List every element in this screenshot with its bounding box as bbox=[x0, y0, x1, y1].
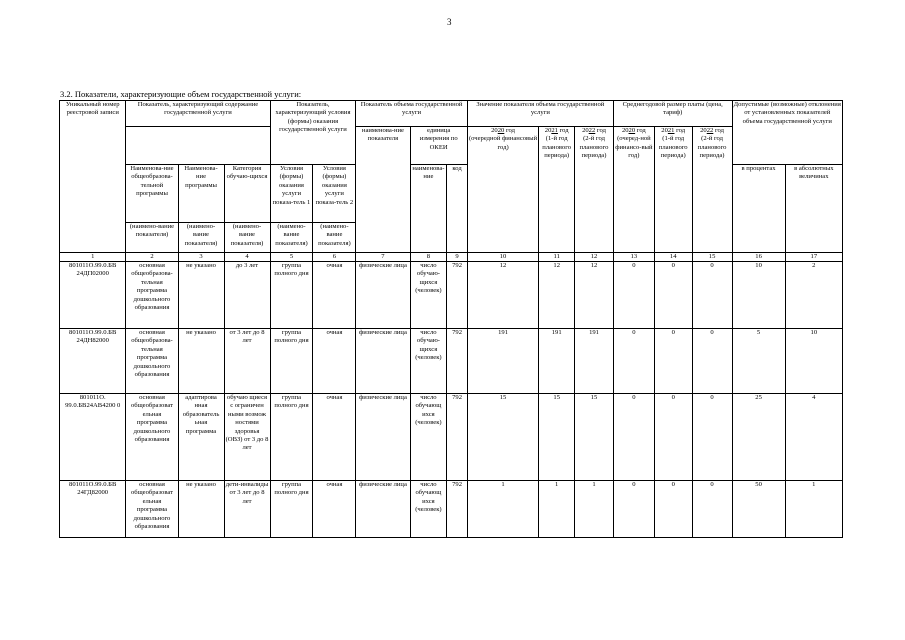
program-cell: основная общеобразоват ельная программа дошкольного образования bbox=[126, 394, 178, 481]
value-2022-cell: 1 bbox=[575, 481, 614, 538]
category-cell: до 3 лет bbox=[224, 262, 270, 329]
price-2021-cell: 0 bbox=[654, 481, 692, 538]
column-numbers-row bbox=[60, 253, 843, 262]
header-conditions-group: Показатель, характеризующий условия (формы) оказания государственной услуги bbox=[270, 101, 356, 165]
value-2021-cell: 1 bbox=[539, 481, 575, 538]
value-2022-cell: 12 bbox=[575, 262, 614, 329]
category-cell: от 3 лет до 8 лет bbox=[224, 329, 270, 394]
indicator-cell: физические лица bbox=[356, 262, 410, 329]
value-2022-cell: 15 bbox=[575, 394, 614, 481]
column-number: 10 bbox=[467, 253, 539, 262]
price-2020-cell: 0 bbox=[613, 394, 654, 481]
header-program-label: Наименова-ние программы bbox=[178, 165, 224, 223]
header-conditions-1: Условия (формы) оказания услуги показа-тель 1 bbox=[270, 165, 313, 223]
deviation-percent-cell: 10 bbox=[732, 262, 785, 329]
table-row bbox=[60, 481, 843, 538]
code-cell: 792 bbox=[447, 262, 467, 329]
conditions-1-cell: группа полного дня bbox=[270, 394, 313, 481]
conditions-1-cell: группа полного дня bbox=[270, 329, 313, 394]
price-2020-cell: 0 bbox=[613, 481, 654, 538]
registry-cell: 801011О.99.0.БВ 24ДП02000 bbox=[60, 262, 126, 329]
program-name-cell: не указано bbox=[178, 481, 224, 538]
column-number: 12 bbox=[575, 253, 614, 262]
column-number: 3 bbox=[178, 253, 224, 262]
price-2020-cell: 0 bbox=[613, 262, 654, 329]
value-2021-cell: 191 bbox=[539, 329, 575, 394]
unit-cell: число обучаю-щихся (человек) bbox=[410, 262, 447, 329]
header-year-2020: 2020 год (очередной финансовый год) bbox=[467, 127, 539, 253]
table-row bbox=[60, 394, 843, 481]
registry-cell: 801011О.99.0.БВ 24ГД82000 bbox=[60, 481, 126, 538]
column-number: 4 bbox=[224, 253, 270, 262]
indicator-cell: физические лица bbox=[356, 481, 410, 538]
value-2020-cell: 12 bbox=[467, 262, 539, 329]
deviation-percent-cell: 25 bbox=[732, 394, 785, 481]
deviation-absolute-cell: 10 bbox=[785, 329, 842, 394]
header-year-2021: 2021 год (1-й год планового периода) bbox=[539, 127, 575, 253]
indicator-cell: физические лица bbox=[356, 329, 410, 394]
price-2022-cell: 0 bbox=[692, 481, 732, 538]
column-number: 7 bbox=[356, 253, 410, 262]
conditions-2-cell: очная bbox=[313, 394, 356, 481]
header-row-groups bbox=[60, 101, 843, 127]
header-price-group: Среднегодовой размер платы (цена, тариф) bbox=[613, 101, 732, 127]
price-2020-cell: 0 bbox=[613, 329, 654, 394]
indicator-cell: физические лица bbox=[356, 394, 410, 481]
header-unit-okei: единица измерения по ОКЕИ bbox=[410, 127, 467, 165]
value-2020-cell: 15 bbox=[467, 394, 539, 481]
header-name-of-indicator-3: (наимено-вание показателя) bbox=[178, 223, 224, 253]
value-2020-cell: 1 bbox=[467, 481, 539, 538]
deviation-percent-cell: 5 bbox=[732, 329, 785, 394]
conditions-2-cell: очная bbox=[313, 329, 356, 394]
program-cell: основная общеобразова-тельная программа дошкольного образования bbox=[126, 262, 178, 329]
category-cell: обучаю щиеся с ограничен ными возмож ностями здоровья (ОВЗ) от 3 до 8 лет bbox=[224, 394, 270, 481]
column-number: 5 bbox=[270, 253, 313, 262]
header-conditions-2: Условия (формы) оказания услуги показа-тель 2 bbox=[313, 165, 356, 223]
header-unit-code: код bbox=[447, 165, 467, 253]
header-price-2020: 2020 год (очеред-ной финансо-вый год) bbox=[613, 127, 654, 253]
price-2021-cell: 0 bbox=[654, 262, 692, 329]
program-cell: основная общеобразова-тельная программа дошкольного образования bbox=[126, 329, 178, 394]
value-2022-cell: 191 bbox=[575, 329, 614, 394]
header-deviation-group: Допустимые (возможные) отклонения от установленных показателей объема государственной услуги bbox=[732, 101, 843, 165]
deviation-absolute-cell: 4 bbox=[785, 394, 842, 481]
table-row bbox=[60, 329, 843, 394]
program-name-cell: не указано bbox=[178, 262, 224, 329]
header-row-subgroups bbox=[60, 127, 843, 165]
section-title: 3.2. Показатели, характеризующие объем государственной услуги: bbox=[60, 89, 302, 99]
column-number: 6 bbox=[313, 253, 356, 262]
deviation-absolute-cell: 1 bbox=[785, 481, 842, 538]
header-price-2021: 2021 год (1-й год планового периода) bbox=[654, 127, 692, 253]
column-number: 16 bbox=[732, 253, 785, 262]
registry-cell: 801011О. 99.0.БВ24АВ4200 0 bbox=[60, 394, 126, 481]
header-registry-number: Уникальный номер реестровой записи bbox=[60, 101, 126, 253]
column-number: 17 bbox=[785, 253, 842, 262]
price-2022-cell: 0 bbox=[692, 394, 732, 481]
program-cell: основная общеобразоват ельная программа дошкольного образования bbox=[126, 481, 178, 538]
price-2022-cell: 0 bbox=[692, 329, 732, 394]
header-content-group: Показатель, характеризующий содержание государственной услуги bbox=[126, 101, 270, 127]
header-price-2022: 2022 год (2-й год планового периода) bbox=[692, 127, 732, 253]
unit-cell: число обучающ ихся (человек) bbox=[410, 394, 447, 481]
code-cell: 792 bbox=[447, 329, 467, 394]
code-cell: 792 bbox=[447, 481, 467, 538]
column-number: 13 bbox=[613, 253, 654, 262]
column-number: 15 bbox=[692, 253, 732, 262]
conditions-1-cell: группа полного дня bbox=[270, 262, 313, 329]
header-name-of-indicator-2: (наимено-вание показателя) bbox=[126, 223, 178, 253]
column-number: 8 bbox=[410, 253, 447, 262]
price-2021-cell: 0 bbox=[654, 394, 692, 481]
column-number: 9 bbox=[447, 253, 467, 262]
program-name-cell: не указано bbox=[178, 329, 224, 394]
header-name-of-indicator-6: (наимено-вание показателя) bbox=[313, 223, 356, 253]
column-number: 11 bbox=[539, 253, 575, 262]
category-cell: дети-инвалиды от 3 лет до 8 лет bbox=[224, 481, 270, 538]
header-volume-values-group: Значение показателя объема государственной услуги bbox=[467, 101, 613, 127]
header-absolute: в абсолютных величинах bbox=[785, 165, 842, 253]
header-unit-name: наименова-ние bbox=[410, 165, 447, 253]
header-name-of-indicator-5: (наимено-вание показателя) bbox=[270, 223, 313, 253]
volume-indicators-table bbox=[59, 100, 843, 538]
column-number: 1 bbox=[60, 253, 126, 262]
deviation-absolute-cell: 2 bbox=[785, 262, 842, 329]
header-volume-group: Показатель объема государственной услуги bbox=[356, 101, 467, 127]
conditions-2-cell: очная bbox=[313, 481, 356, 538]
column-number: 2 bbox=[126, 253, 178, 262]
header-content-spacer bbox=[126, 127, 270, 165]
registry-cell: 801011О.99.0.БВ 24ДН82000 bbox=[60, 329, 126, 394]
header-name-of-indicator-4: (наимено-вание показателя) bbox=[224, 223, 270, 253]
column-number: 14 bbox=[654, 253, 692, 262]
program-name-cell: адаптирова нная образователь ьная программа bbox=[178, 394, 224, 481]
code-cell: 792 bbox=[447, 394, 467, 481]
value-2021-cell: 12 bbox=[539, 262, 575, 329]
header-program-name: Наименова-ние общеобразова-тельной программы bbox=[126, 165, 178, 223]
header-year-2022: 2022 год (2-й год планового периода) bbox=[575, 127, 614, 253]
header-indicator-name: наименова-ние показателя bbox=[356, 127, 410, 253]
unit-cell: число обучающ ихся (человек) bbox=[410, 481, 447, 538]
conditions-1-cell: группа полного дня bbox=[270, 481, 313, 538]
conditions-2-cell: очная bbox=[313, 262, 356, 329]
header-percent: в процентах bbox=[732, 165, 785, 253]
deviation-percent-cell: 50 bbox=[732, 481, 785, 538]
header-category: Категория обучаю-щихся bbox=[224, 165, 270, 223]
unit-cell: число обучаю-щихся (человек) bbox=[410, 329, 447, 394]
page-number: 3 bbox=[447, 17, 452, 27]
price-2021-cell: 0 bbox=[654, 329, 692, 394]
price-2022-cell: 0 bbox=[692, 262, 732, 329]
value-2021-cell: 15 bbox=[539, 394, 575, 481]
table-row bbox=[60, 262, 843, 329]
value-2020-cell: 191 bbox=[467, 329, 539, 394]
